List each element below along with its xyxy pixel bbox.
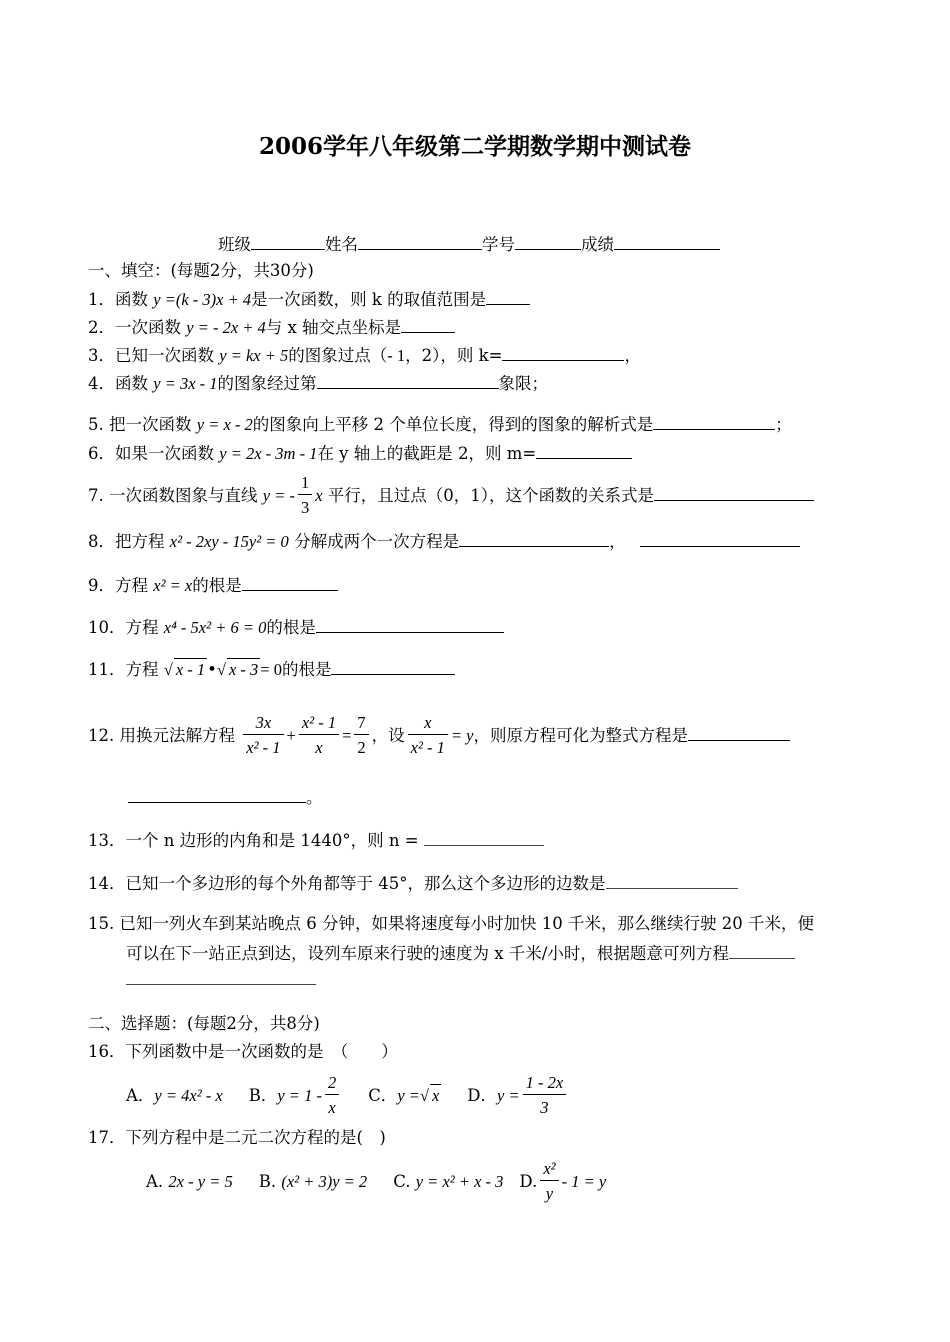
- q3-answer-blank[interactable]: [502, 344, 624, 361]
- q8-answer-blank-2[interactable]: [640, 530, 800, 547]
- q10-answer-blank[interactable]: [316, 616, 504, 633]
- q16-d-label: D．: [467, 1086, 498, 1105]
- question-14: [88, 872, 738, 895]
- q8-text: 分解成两个一次方程是: [294, 532, 460, 551]
- q16-b-fraction: [325, 1072, 339, 1121]
- q1-number: 1．函数: [88, 290, 148, 309]
- q16-d-fraction: [523, 1072, 567, 1121]
- question-1: [88, 288, 530, 311]
- q12-f4-den: x² - 1: [410, 738, 445, 757]
- q2-number: 2．一次函数: [88, 318, 181, 337]
- q17-d-den: y: [545, 1184, 554, 1203]
- q12-equals: =: [342, 726, 352, 745]
- q12-text-set: ，设: [371, 726, 405, 745]
- q1-text: 是一次函数，则 k 的取值范围是: [251, 290, 487, 309]
- q11-dot: •: [207, 660, 217, 679]
- q12-fraction-4: [408, 712, 448, 761]
- q8-expression: x² - 2xy - 15y² = 0: [169, 532, 289, 551]
- q6-number: 6．如果一次函数: [88, 444, 214, 463]
- q12-f3-den: 2: [357, 738, 366, 757]
- q9-expression: x² = x: [153, 576, 193, 595]
- q10-text: 的根是: [266, 618, 316, 637]
- q17-a-expr: 2x - y = 5: [168, 1172, 233, 1191]
- q16-b-label: B．: [248, 1086, 278, 1105]
- q2-expression: y = - 2x + 4: [186, 318, 266, 337]
- q4-text: 的图象经过第: [217, 374, 317, 393]
- score-field[interactable]: [614, 233, 720, 250]
- question-11: 11．方程 √ x - 1 •√ x - 3 = 0的根是: [88, 658, 455, 681]
- q16-b-den: x: [328, 1098, 336, 1117]
- q16-option-a[interactable]: [126, 1085, 223, 1107]
- student-info-row: [218, 233, 720, 256]
- class-field[interactable]: [251, 233, 325, 250]
- q12-fraction-1: [243, 712, 283, 761]
- question-8: [88, 530, 800, 553]
- q12-f2-den: x: [315, 738, 323, 757]
- question-17-options: [146, 1158, 632, 1207]
- q13-answer-blank[interactable]: [424, 829, 544, 846]
- q5-answer-blank[interactable]: [653, 413, 775, 430]
- q12-f2-num: x² - 1: [299, 712, 339, 735]
- q12-number: 12. 用换元法解方程: [88, 726, 235, 745]
- question-17: 17．下列方程中是二元二次方程的是( ): [88, 1128, 386, 1147]
- name-field[interactable]: [358, 233, 482, 250]
- q8-separator: ，: [609, 532, 626, 551]
- q17-d-num: x²: [540, 1158, 558, 1181]
- q15-answer-blank-2[interactable]: [126, 968, 316, 985]
- q7-fraction: [298, 472, 312, 521]
- q7-answer-blank[interactable]: [654, 484, 814, 501]
- q12-fraction-3: [354, 712, 368, 761]
- q16-option-d[interactable]: [467, 1072, 569, 1121]
- q3-end: ，: [624, 346, 641, 365]
- q5-expression: y = x - 2: [196, 415, 253, 434]
- q3-point: - 1: [387, 346, 406, 365]
- q3-text: 的图象过点（: [288, 346, 388, 365]
- question-10: [88, 616, 504, 639]
- q7-frac-den: 3: [300, 498, 310, 517]
- q15-answer-blank-1[interactable]: [729, 942, 795, 959]
- q16-d-den: 3: [540, 1098, 549, 1117]
- q1-expression: y =(k - 3)x + 4: [153, 290, 252, 309]
- q7-frac-num: 1: [298, 472, 312, 495]
- q16-option-b[interactable]: [249, 1072, 342, 1121]
- q16-a-expr: y = 4x² - x: [154, 1086, 223, 1105]
- question-16: 16．下列函数中是一次函数的是 （ ）: [88, 1042, 398, 1061]
- class-label: 班级: [218, 235, 251, 254]
- question-9: [88, 574, 338, 597]
- q17-option-c[interactable]: [393, 1171, 503, 1193]
- question-3: [88, 344, 641, 367]
- question-12-continuation: [128, 786, 323, 809]
- q16-c-label: C．: [368, 1086, 398, 1105]
- q6-expression: y = 2x - 3m - 1: [219, 444, 318, 463]
- q14-answer-blank[interactable]: [606, 872, 738, 889]
- q16-a-label: A．: [126, 1086, 155, 1105]
- q16-c-lhs: y =: [397, 1086, 420, 1105]
- q7-number: 7. 一次函数图象与直线: [88, 486, 258, 505]
- q4-answer-blank[interactable]: [317, 372, 499, 389]
- question-16-options: [126, 1072, 595, 1121]
- q5-text: 的图象向上平移 2 个单位长度，得到的图象的解析式是: [252, 415, 654, 434]
- q5-number: 5. 把一次函数: [88, 415, 192, 434]
- q17-option-a[interactable]: [146, 1171, 233, 1193]
- q3-expression: y = kx + 5: [219, 346, 289, 365]
- question-13: [88, 829, 544, 852]
- question-2: [88, 316, 455, 339]
- q12-f1-den: x² - 1: [246, 738, 281, 757]
- q3-number: 3．已知一次函数: [88, 346, 214, 365]
- q12-text: ，则原方程可化为整式方程是: [473, 726, 689, 745]
- name-label: 姓名: [325, 235, 358, 254]
- q12-plus: +: [286, 726, 296, 745]
- q6-text: 在 y 轴上的截距是 2，则 m=: [317, 444, 537, 463]
- q17-a-label: A.: [146, 1172, 164, 1191]
- q17-c-label: C.: [393, 1172, 411, 1191]
- q7-var: x: [315, 486, 323, 505]
- q17-d-rest: - 1 = y: [561, 1172, 607, 1191]
- question-6: [88, 442, 632, 465]
- q16-d-lhs: y =: [497, 1086, 520, 1105]
- section2-heading: 二、选择题：(每题2分，共8分): [88, 1014, 320, 1033]
- q12-end: 。: [306, 788, 323, 807]
- q17-option-d[interactable]: [519, 1158, 606, 1207]
- q17-c-expr: y = x² + x - 3: [415, 1172, 504, 1191]
- q9-answer-blank[interactable]: [242, 574, 338, 591]
- q11-equals: = 0: [260, 660, 282, 679]
- q11-text: 的根是: [281, 660, 332, 679]
- question-15-line-1: 15. 已知一列火车到某站晚点 6 分钟，如果将速度每小时加快 10 千米，那么继续行驶 20 千米，便: [88, 914, 814, 933]
- question-4: [88, 372, 548, 395]
- q5-end: ；: [775, 415, 792, 434]
- q9-text: 的根是: [192, 576, 242, 595]
- question-5: [88, 413, 792, 436]
- q17-option-b[interactable]: [259, 1171, 367, 1193]
- q17-b-label: B.: [258, 1172, 277, 1191]
- q16-option-c[interactable]: C．y =√ x: [368, 1086, 440, 1105]
- q2-answer-blank[interactable]: [401, 316, 455, 333]
- q3-text2: ，2），则 k=: [405, 346, 503, 365]
- q1-answer-blank[interactable]: [486, 288, 530, 305]
- q12-f3-num: 7: [354, 712, 368, 735]
- q4-number: 4．函数: [88, 374, 148, 393]
- q11-answer-blank[interactable]: [331, 658, 455, 675]
- q7-lhs: y = -: [262, 486, 295, 505]
- q12-substitution: = y: [450, 726, 474, 745]
- q10-expression: x⁴ - 5x² + 6 = 0: [163, 618, 267, 637]
- q11-radicand-2: x - 3: [228, 660, 259, 679]
- q13-text: 13．一个 n 边形的内角和是 1440°，则 n =: [88, 831, 419, 850]
- q8-number: 8．把方程: [88, 532, 165, 551]
- q7-text: 平行，且过点（0，1），这个函数的关系式是: [327, 486, 655, 505]
- q16-c-radicand: x: [431, 1086, 440, 1105]
- q14-text: 14．已知一个多边形的每个外角都等于 45°，那么这个多边形的边数是: [88, 874, 606, 893]
- q11-number: 11．方程: [88, 660, 159, 679]
- q12-answer-blank-1[interactable]: [688, 724, 790, 741]
- q10-number: 10．方程: [88, 618, 159, 637]
- section1-heading: 一、填空：(每题2分，共30分): [88, 261, 314, 280]
- q9-number: 9．方程: [88, 576, 148, 595]
- q17-b-expr: (x² + 3)y = 2: [281, 1172, 368, 1191]
- question-7: [88, 472, 814, 521]
- id-label: 学号: [482, 235, 515, 254]
- q12-f4-num: x: [408, 712, 448, 735]
- q16-b-num: 2: [325, 1072, 339, 1095]
- question-15-line-3: [126, 968, 316, 991]
- q11-radicand-1: x - 1: [175, 660, 206, 679]
- q12-answer-blank-2[interactable]: [128, 786, 306, 803]
- q17-d-fraction: [540, 1158, 558, 1207]
- q17-d-label: D.: [519, 1172, 538, 1191]
- question-15-line-2: [126, 942, 795, 965]
- score-label: 成绩: [581, 235, 614, 254]
- q16-b-lhs: y = 1 -: [277, 1086, 322, 1105]
- q16-d-num: 1 - 2x: [523, 1072, 567, 1095]
- q8-answer-blank-1[interactable]: [459, 530, 609, 547]
- q2-text: 与 x 轴交点坐标是: [265, 318, 402, 337]
- q15-text: 可以在下一站正点到达，设列车原来行驶的速度为 x 千米/小时，根据题意可列方程: [126, 944, 729, 963]
- q4-end: 象限；: [498, 374, 549, 393]
- question-12: [88, 712, 790, 761]
- q12-f1-num: 3x: [243, 712, 283, 735]
- id-field[interactable]: [515, 233, 581, 250]
- q4-expression: y = 3x - 1: [153, 374, 218, 393]
- page-title: 2006学年八年级第二学期数学期中测试卷: [258, 133, 691, 160]
- q6-answer-blank[interactable]: [536, 442, 632, 459]
- q12-fraction-2: [299, 712, 339, 761]
